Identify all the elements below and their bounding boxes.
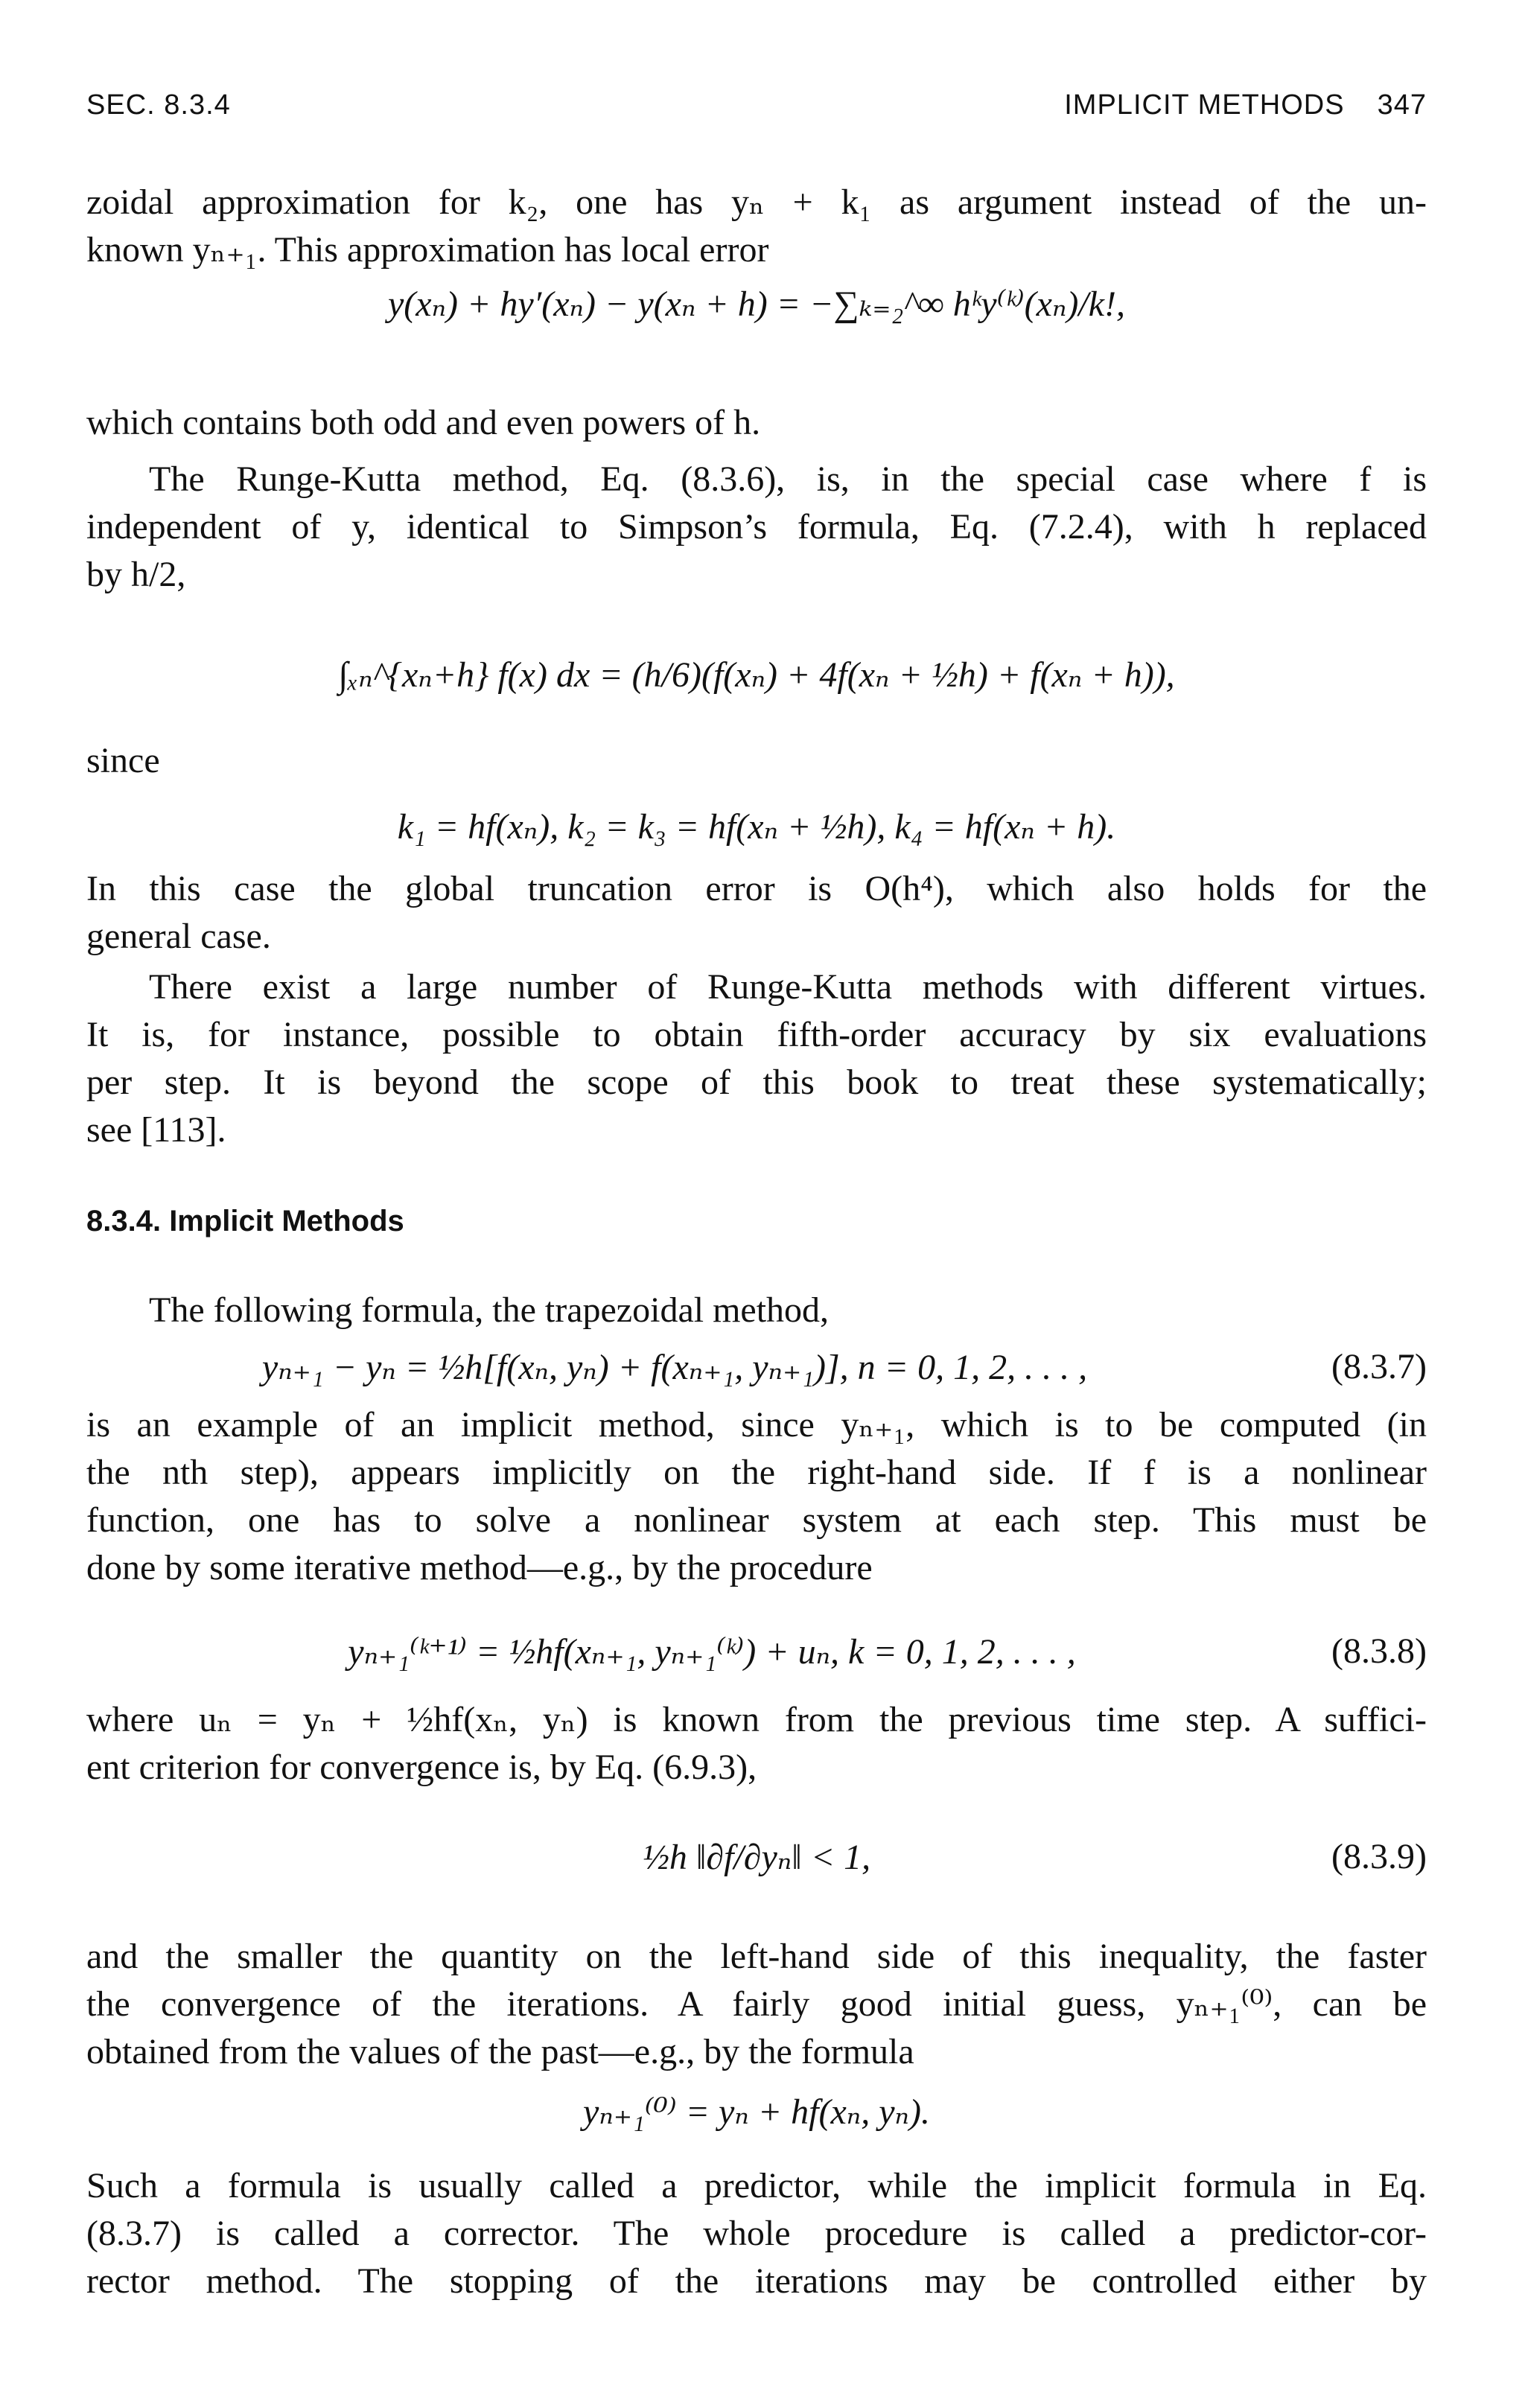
paragraph-9 — [86, 1933, 1427, 2076]
text-line: It is, for instance, possible to obtain fifth-order accuracy by six evaluations — [86, 1015, 1427, 1054]
text-line: The following formula, the trapezoidal method, — [149, 1290, 830, 1330]
text-line: independent of y, identical to Simpson’s formula, Eq. (7.2.4), with h replaced — [86, 507, 1427, 547]
equation-simpson — [86, 654, 1427, 706]
text-line: function, one has to solve a nonlinear system at each step. This must be — [86, 1500, 1427, 1540]
equation-iteration — [86, 1631, 1427, 1683]
text-line: the convergence of the iterations. A fairly good initial guess, yₙ₊₁⁽⁰⁾, can be — [86, 1984, 1427, 2024]
paragraph-2 — [86, 399, 1427, 447]
paragraph-1 — [86, 179, 1427, 274]
equation-convergence — [86, 1836, 1427, 1888]
text-line: obtained from the values of the past—e.g., by the formula — [86, 2032, 914, 2071]
text-line: There exist a large number of Runge-Kutta methods with different virtues. — [149, 967, 1427, 1007]
equation-body: ½h ‖∂f/∂yₙ‖ < 1, — [642, 1838, 871, 1877]
paragraph-7 — [86, 1401, 1427, 1592]
equation-number: (8.3.7) — [1331, 1347, 1427, 1386]
text-line: is an example of an implicit method, since yₙ₊₁, which is to be computed (in — [86, 1405, 1427, 1445]
equation-body: k₁ = hf(xₙ), k₂ = k₃ = hf(xₙ + ½h), k₄ = hf(xₙ + h). — [397, 807, 1116, 847]
equation-trapezoidal — [86, 1346, 1427, 1398]
equation-body: yₙ₊₁ − yₙ = ½h[f(xₙ, yₙ) + f(xₙ₊₁, yₙ₊₁)], n = 0, 1, 2, . . . , — [261, 1348, 1088, 1387]
header-right — [1064, 89, 1427, 121]
paragraph-5 — [86, 963, 1427, 1154]
text-line: zoidal approximation for k₂, one has yₙ + k₁ as argument instead of the un- — [86, 182, 1427, 222]
text-line: general case. — [86, 917, 271, 956]
text-line: and the smaller the quantity on the left-hand side of this inequality, the faster — [86, 1937, 1427, 1976]
text-line: done by some iterative method—e.g., by the procedure — [86, 1548, 873, 1587]
text-line: where uₙ = yₙ + ½hf(xₙ, yₙ) is known from the previous time step. A suffici- — [86, 1700, 1427, 1739]
equation-local-error — [86, 283, 1427, 335]
text-line: known yₙ₊₁. This approximation has local error — [86, 230, 769, 270]
since-line — [86, 737, 1427, 785]
paragraph-6 — [86, 1287, 1427, 1334]
equation-body: yₙ₊₁⁽⁰⁾ = yₙ + hf(xₙ, yₙ). — [583, 2092, 930, 2132]
text-line: rector method. The stopping of the iterations may be controlled either by — [86, 2261, 1427, 2301]
page-number: 347 — [1377, 89, 1427, 121]
text-line: which contains both odd and even powers of h. — [86, 403, 761, 442]
section-heading: 8.3.4. Implicit Methods — [86, 1205, 404, 1238]
equation-number: (8.3.8) — [1331, 1631, 1427, 1671]
running-header — [86, 89, 1427, 134]
paragraph-3 — [86, 456, 1427, 599]
text-line: by h/2, — [86, 555, 186, 594]
text-line: (8.3.7) is called a corrector. The whole procedure is called a predictor-cor- — [86, 2214, 1427, 2253]
equation-predictor — [86, 2091, 1427, 2143]
header-section: SEC. 8.3.4 — [86, 89, 231, 121]
equation-body: ∫ₓₙ^{xₙ+h} f(x) dx = (h/6)(f(xₙ) + 4f(xₙ + ½h) + f(xₙ + h)), — [338, 655, 1175, 695]
paragraph-10 — [86, 2162, 1427, 2305]
text-line: see [113]. — [86, 1110, 226, 1150]
equation-number: (8.3.9) — [1331, 1837, 1427, 1876]
equation-body: y(xₙ) + hy′(xₙ) − y(xₙ + h) = −∑ₖ₌₂^∞ hᵏy⁽ᵏ⁾(xₙ)/k!, — [388, 284, 1125, 324]
paragraph-8 — [86, 1696, 1427, 1791]
text-line: per step. It is beyond the scope of this book to treat these systematically; — [86, 1063, 1427, 1102]
text-line: ent criterion for convergence is, by Eq. (6.9.3), — [86, 1748, 757, 1787]
text-line: In this case the global truncation error is O(h⁴), which also holds for the — [86, 869, 1427, 908]
text-line: the nth step), appears implicitly on the right-hand side. If f is a nonlinear — [86, 1453, 1427, 1492]
text-line: since — [86, 741, 160, 780]
equation-body: yₙ₊₁⁽ᵏ⁺¹⁾ = ½hf(xₙ₊₁, yₙ₊₁⁽ᵏ⁾) + uₙ, k = 0, 1, 2, . . . , — [348, 1632, 1076, 1672]
text-line: Such a formula is usually called a predictor, while the implicit formula in Eq. — [86, 2166, 1427, 2205]
text-line: The Runge-Kutta method, Eq. (8.3.6), is, in the special case where f is — [149, 459, 1427, 499]
equation-k-values — [86, 806, 1427, 858]
paragraph-4 — [86, 865, 1427, 961]
header-title: IMPLICIT METHODS — [1064, 89, 1345, 121]
